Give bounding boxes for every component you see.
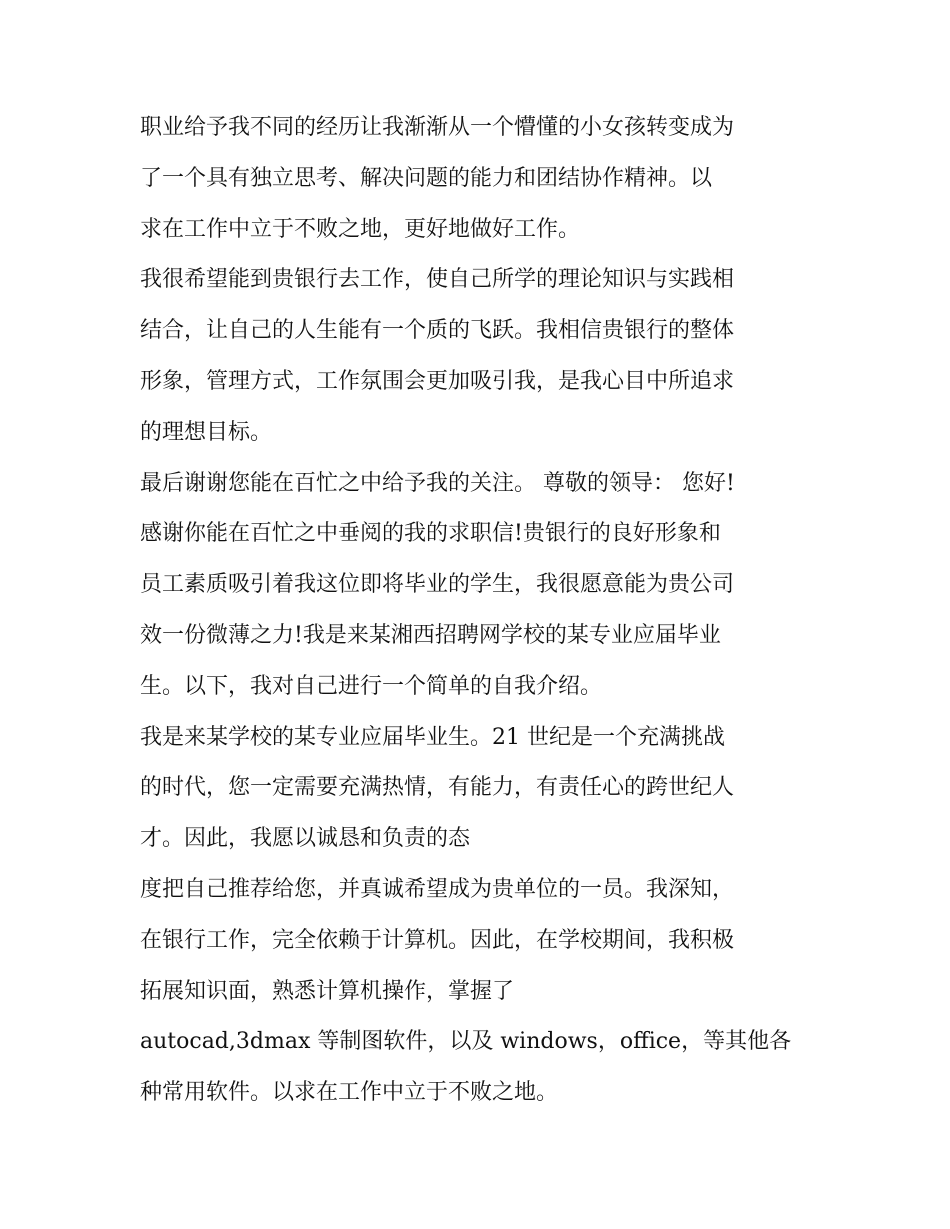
- text-line: 求在工作中立于不败之地，更好地做好工作。: [140, 216, 581, 242]
- text-line: 职业给予我不同的经历让我渐渐从一个懵懂的小女孩转变成为: [140, 115, 735, 140]
- text-line: 在银行工作，完全依赖于计算机。因此，在学校期间，我积极: [140, 927, 735, 953]
- text-line: 效一份微薄之力!我是来某湘西招聘网学校的某专业应届毕业: [140, 622, 721, 648]
- text-line: 员工素质吸引着我这位即将毕业的学生，我很愿意能为贵公司: [140, 572, 735, 598]
- text-line: 的时代，您一定需要充满热情，有能力，有责任心的跨世纪人: [140, 775, 735, 801]
- text-line: 了一个具有独立思考、解决问题的能力和团结协作精神。以: [140, 165, 713, 191]
- text-line: 最后谢谢您能在百忙之中给予我的关注。 尊敬的领导： 您好!: [140, 470, 735, 496]
- text-line: 我是来某学校的某专业应届毕业生。21 世纪是一个充满挑战: [140, 724, 725, 750]
- text-line: 结合，让自己的人生能有一个质的飞跃。我相信贵银行的整体: [140, 318, 735, 344]
- text-line: 的理想目标。: [140, 419, 273, 445]
- text-line: 才。因此，我愿以诚恳和负责的态: [140, 826, 471, 852]
- text-line: autocad,3dmax 等制图软件，以及 windows，office，等其他各: [140, 1029, 792, 1055]
- text-line: 度把自己推荐给您，并真诚希望成为贵单位的一员。我深知，: [140, 876, 735, 902]
- text-line: 我很希望能到贵银行去工作，使自己所学的理论知识与实践相: [140, 267, 735, 293]
- text-line: 形象，管理方式，工作氛围会更加吸引我，是我心目中所追求: [140, 368, 735, 394]
- letter-body: [140, 103, 820, 1119]
- text-line: 感谢你能在百忙之中垂阅的我的求职信!贵银行的良好形象和: [140, 521, 721, 547]
- text-line: 拓展知识面，熟悉计算机操作，掌握了: [140, 978, 515, 1004]
- text-line: 种常用软件。以求在工作中立于不败之地。: [140, 1080, 559, 1106]
- text-line: 生。以下，我对自己进行一个简单的自我介绍。: [140, 673, 603, 699]
